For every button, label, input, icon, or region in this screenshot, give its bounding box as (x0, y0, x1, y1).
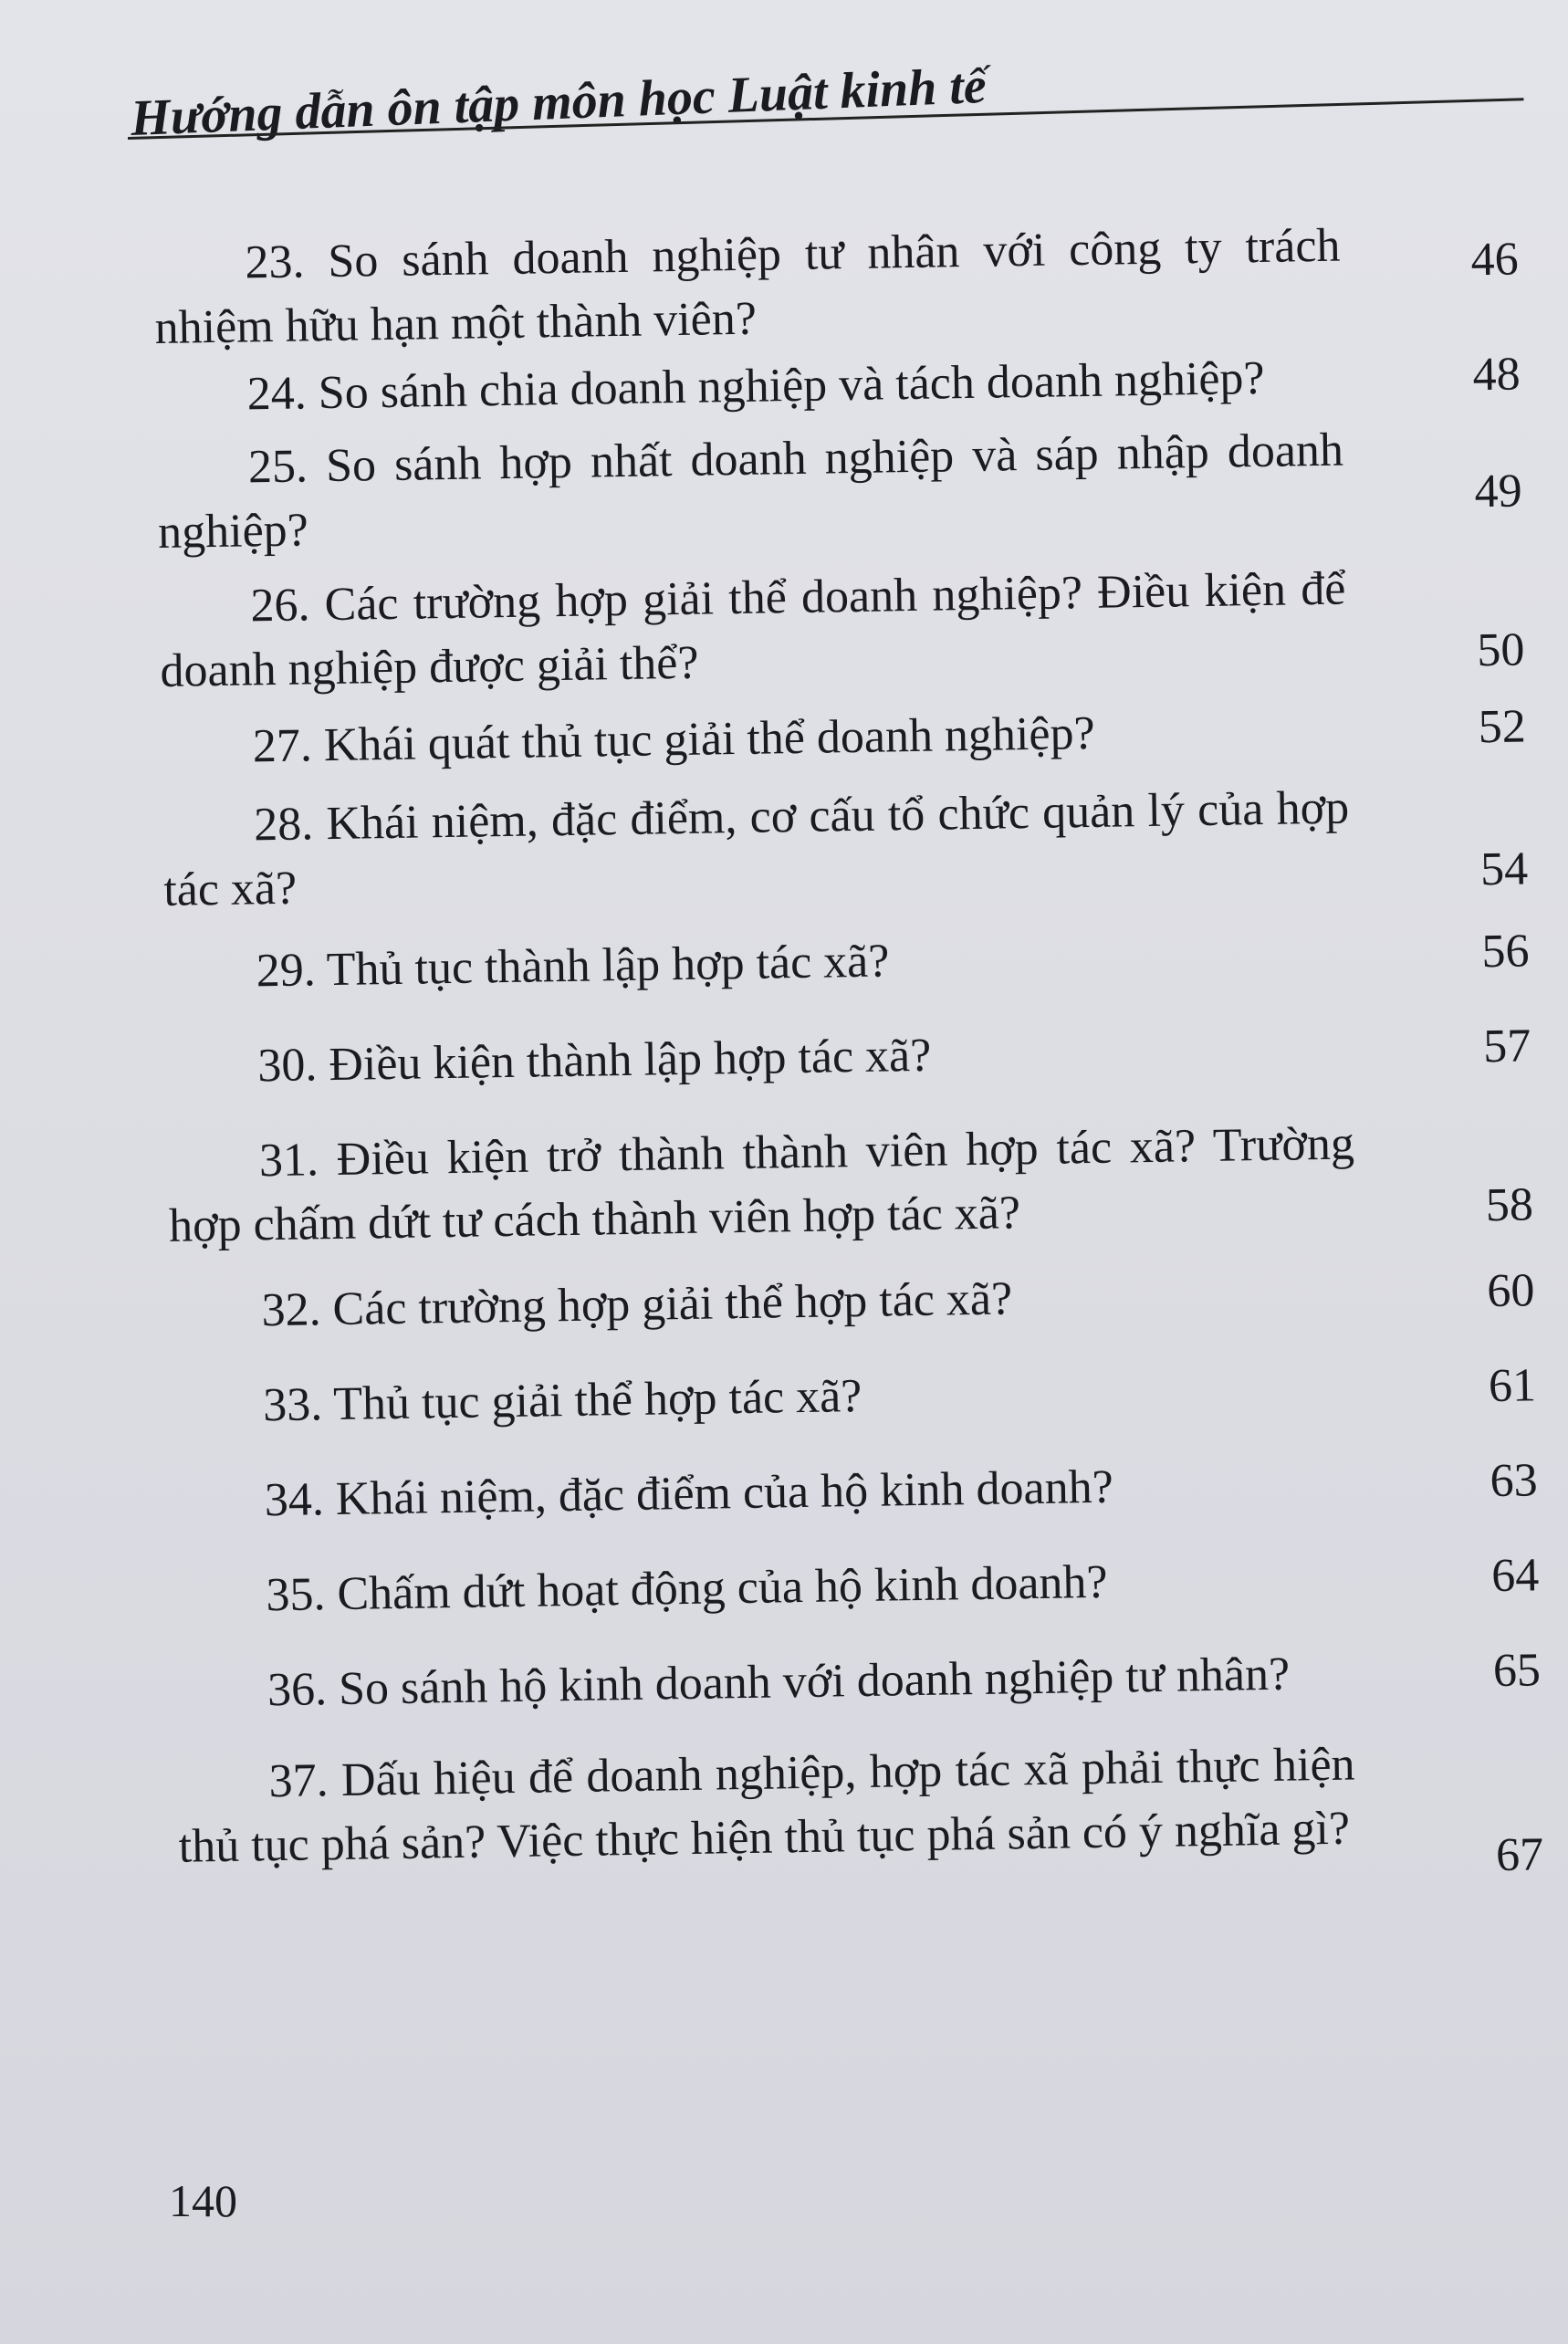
toc-entry-text: 27. Khái quát thủ tục giải thể doanh nghiệp? (252, 706, 1095, 773)
toc-entry-page: 46 (1470, 233, 1520, 287)
running-header-title: Hướng dẫn ôn tập môn học Luật kinh tế (130, 57, 988, 147)
toc-entry-page: 58 (1485, 1178, 1534, 1232)
toc-entry-page: 63 (1490, 1454, 1539, 1508)
page-number: 140 (169, 2175, 237, 2226)
toc-entry-text: 37. Dấu hiệu để doanh nghiệp, hợp tác xã phải thực hiện thủ tục phá sản? Việc thực hiện thủ tục phá sản có ý nghĩa gì? (178, 1738, 1355, 1873)
toc-entry-text: 32. Các trường hợp giải thể hợp tác xã? (261, 1272, 1013, 1337)
toc-entry-32 (170, 1259, 1535, 1344)
toc-entry-text: 34. Khái niệm, đặc điểm của hộ kinh doanh? (264, 1460, 1114, 1527)
toc-entry-text: 29. Thủ tục thành lập hợp tác xã? (256, 935, 890, 998)
toc-entry-page: 67 (1495, 1828, 1544, 1882)
toc-entry-34 (172, 1449, 1538, 1533)
toc-entry-page: 65 (1492, 1644, 1542, 1698)
toc-entry-text: 30. Điều kiện thành lập hợp tác xã? (256, 1029, 932, 1093)
toc-entry-page: 61 (1488, 1359, 1537, 1413)
toc-entry-text: 23. So sánh doanh nghiệp tư nhân với công ty trách nhiệm hữu hạn một thành viên? (154, 219, 1341, 354)
toc-entry-33 (172, 1354, 1537, 1439)
toc-entry-text: 25. So sánh hợp nhất doanh nghiệp và sáp nhập doanh nghiệp? (157, 424, 1344, 559)
toc-entry-page: 48 (1472, 348, 1521, 402)
toc-entry-page: 60 (1486, 1264, 1535, 1318)
toc-entry-30 (166, 1014, 1531, 1099)
toc-entry-35 (174, 1543, 1540, 1628)
toc-entry-page: 54 (1479, 842, 1529, 896)
table-of-contents (153, 212, 1544, 1882)
toc-entry-text: 36. So sánh hộ kinh doanh với doanh nghiệp tư nhân? (267, 1648, 1291, 1717)
toc-entry-text: 35. Chấm dứt hoạt động của hộ kinh doanh? (266, 1555, 1108, 1622)
toc-entry-page: 50 (1476, 623, 1525, 677)
toc-entry-37 (177, 1730, 1544, 1882)
toc-entry-page: 57 (1482, 1020, 1531, 1073)
toc-entry-23 (153, 212, 1520, 361)
toc-entry-text: 26. Các trường hợp giải thể doanh nghiệp? Điều kiện để doanh nghiệp được giải thể? (160, 562, 1346, 697)
toc-entry-page: 52 (1478, 700, 1527, 754)
toc-entry-page: 64 (1490, 1549, 1540, 1603)
toc-entry-text: 24. So sánh chia doanh nghiệp và tách doanh nghiệp? (246, 351, 1265, 421)
toc-entry-36 (176, 1638, 1542, 1723)
toc-entry-26 (159, 554, 1525, 703)
toc-entry-page: 49 (1474, 465, 1523, 518)
toc-entry-text: 28. Khái niệm, đặc điểm, cơ cấu tổ chức quản lý của hợp tác xã? (162, 781, 1350, 916)
toc-entry-27 (161, 695, 1526, 780)
toc-entry-29 (164, 919, 1530, 1004)
toc-entry-text: 31. Điều kiện trở thành thành viên hợp tác xã? Trường hợp chấm dứt tư cách thành viên hợp tác xã? (168, 1117, 1355, 1252)
toc-entry-page: 56 (1481, 925, 1530, 978)
toc-entry-text: 33. Thủ tục giải thể hợp tác xã? (262, 1369, 862, 1432)
toc-entry-31 (167, 1109, 1533, 1258)
toc-entry-25 (157, 415, 1523, 564)
toc-entry-28 (162, 773, 1529, 922)
